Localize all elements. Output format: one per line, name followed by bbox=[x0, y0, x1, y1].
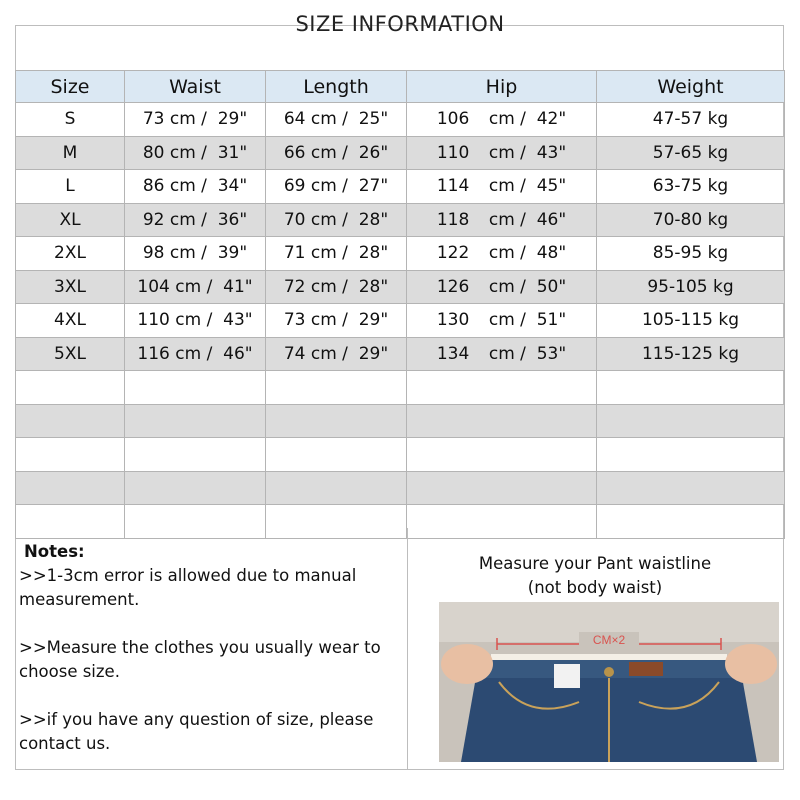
cell-size: 3XL bbox=[16, 270, 125, 304]
note-item: >>if you have any question of size, please contact us. bbox=[19, 710, 374, 753]
table-row bbox=[16, 103, 785, 137]
section-divider bbox=[407, 528, 408, 770]
cell-waist: 98 cm / 39" bbox=[125, 237, 266, 271]
empty-cell bbox=[16, 438, 125, 472]
table-row bbox=[16, 270, 785, 304]
cell-weight: 57-65 kg bbox=[597, 136, 785, 170]
cell-weight: 47-57 kg bbox=[597, 103, 785, 137]
cell-waist: 116 cm / 46" bbox=[125, 337, 266, 371]
empty-cell bbox=[16, 404, 125, 438]
empty-cell bbox=[125, 471, 266, 505]
cell-length: 72 cm / 28" bbox=[266, 270, 407, 304]
empty-cell bbox=[407, 404, 597, 438]
empty-row bbox=[16, 438, 785, 472]
empty-cell bbox=[597, 471, 785, 505]
measure-caption-line1: Measure your Pant waistline bbox=[478, 554, 712, 573]
cell-size: 2XL bbox=[16, 237, 125, 271]
cell-length: 64 cm / 25" bbox=[266, 103, 407, 137]
empty-row bbox=[16, 404, 785, 438]
cell-length: 71 cm / 28" bbox=[266, 237, 407, 271]
table-row bbox=[16, 136, 785, 170]
cell-hip: 122 cm / 48" bbox=[407, 237, 597, 271]
header-waist: Waist bbox=[125, 71, 266, 103]
empty-cell bbox=[597, 438, 785, 472]
cell-hip: 130 cm / 51" bbox=[407, 304, 597, 338]
notes-heading: Notes: bbox=[24, 542, 85, 561]
cell-hip: 114 cm / 45" bbox=[407, 170, 597, 204]
header-hip: Hip bbox=[407, 71, 597, 103]
table-row bbox=[16, 304, 785, 338]
header-size: Size bbox=[16, 71, 125, 103]
page-title: SIZE INFORMATION bbox=[295, 12, 505, 36]
size-table bbox=[15, 70, 785, 539]
cell-weight: 105-115 kg bbox=[597, 304, 785, 338]
cell-waist: 104 cm / 41" bbox=[125, 270, 266, 304]
cell-waist: 92 cm / 36" bbox=[125, 203, 266, 237]
cell-weight: 115-125 kg bbox=[597, 337, 785, 371]
cell-hip: 118 cm / 46" bbox=[407, 203, 597, 237]
measure-caption bbox=[415, 552, 775, 600]
cell-hip: 110 cm / 43" bbox=[407, 136, 597, 170]
cell-waist: 73 cm / 29" bbox=[125, 103, 266, 137]
measure-label: CM×2 bbox=[592, 633, 626, 647]
cell-length: 66 cm / 26" bbox=[266, 136, 407, 170]
empty-cell bbox=[125, 404, 266, 438]
jeans-waistline-photo bbox=[439, 602, 779, 762]
note-item: >>1-3cm error is allowed due to manual measurement. bbox=[19, 566, 357, 609]
empty-cell bbox=[597, 371, 785, 405]
table-row bbox=[16, 337, 785, 371]
empty-cell bbox=[597, 404, 785, 438]
note-item: >>Measure the clothes you usually wear to choose size. bbox=[19, 638, 381, 681]
cell-waist: 110 cm / 43" bbox=[125, 304, 266, 338]
empty-cell bbox=[407, 471, 597, 505]
measure-caption-line2: (not body waist) bbox=[527, 578, 663, 597]
table-row bbox=[16, 170, 785, 204]
cell-size: S bbox=[16, 103, 125, 137]
cell-size: 4XL bbox=[16, 304, 125, 338]
empty-cell bbox=[266, 371, 407, 405]
cell-hip: 134 cm / 53" bbox=[407, 337, 597, 371]
cell-weight: 95-105 kg bbox=[597, 270, 785, 304]
empty-row bbox=[16, 371, 785, 405]
cell-waist: 80 cm / 31" bbox=[125, 136, 266, 170]
cell-hip: 126 cm / 50" bbox=[407, 270, 597, 304]
empty-cell bbox=[16, 371, 125, 405]
cell-weight: 85-95 kg bbox=[597, 237, 785, 271]
empty-cell bbox=[125, 371, 266, 405]
cell-length: 70 cm / 28" bbox=[266, 203, 407, 237]
header-weight: Weight bbox=[597, 71, 785, 103]
cell-waist: 86 cm / 34" bbox=[125, 170, 266, 204]
empty-cell bbox=[407, 438, 597, 472]
empty-cell bbox=[266, 438, 407, 472]
empty-cell bbox=[16, 471, 125, 505]
cell-size: M bbox=[16, 136, 125, 170]
cell-hip: 106 cm / 42" bbox=[407, 103, 597, 137]
empty-row bbox=[16, 471, 785, 505]
cell-length: 69 cm / 27" bbox=[266, 170, 407, 204]
cell-weight: 70-80 kg bbox=[597, 203, 785, 237]
empty-cell bbox=[407, 371, 597, 405]
cell-size: L bbox=[16, 170, 125, 204]
table-row bbox=[16, 203, 785, 237]
table-row bbox=[16, 237, 785, 271]
table-header-row bbox=[16, 71, 785, 103]
cell-length: 74 cm / 29" bbox=[266, 337, 407, 371]
notes-panel bbox=[19, 540, 399, 756]
cell-weight: 63-75 kg bbox=[597, 170, 785, 204]
cell-size: XL bbox=[16, 203, 125, 237]
empty-cell bbox=[125, 438, 266, 472]
empty-cell bbox=[266, 404, 407, 438]
cell-length: 73 cm / 29" bbox=[266, 304, 407, 338]
header-length: Length bbox=[266, 71, 407, 103]
empty-cell bbox=[266, 471, 407, 505]
bottom-section bbox=[15, 528, 784, 770]
cell-size: 5XL bbox=[16, 337, 125, 371]
